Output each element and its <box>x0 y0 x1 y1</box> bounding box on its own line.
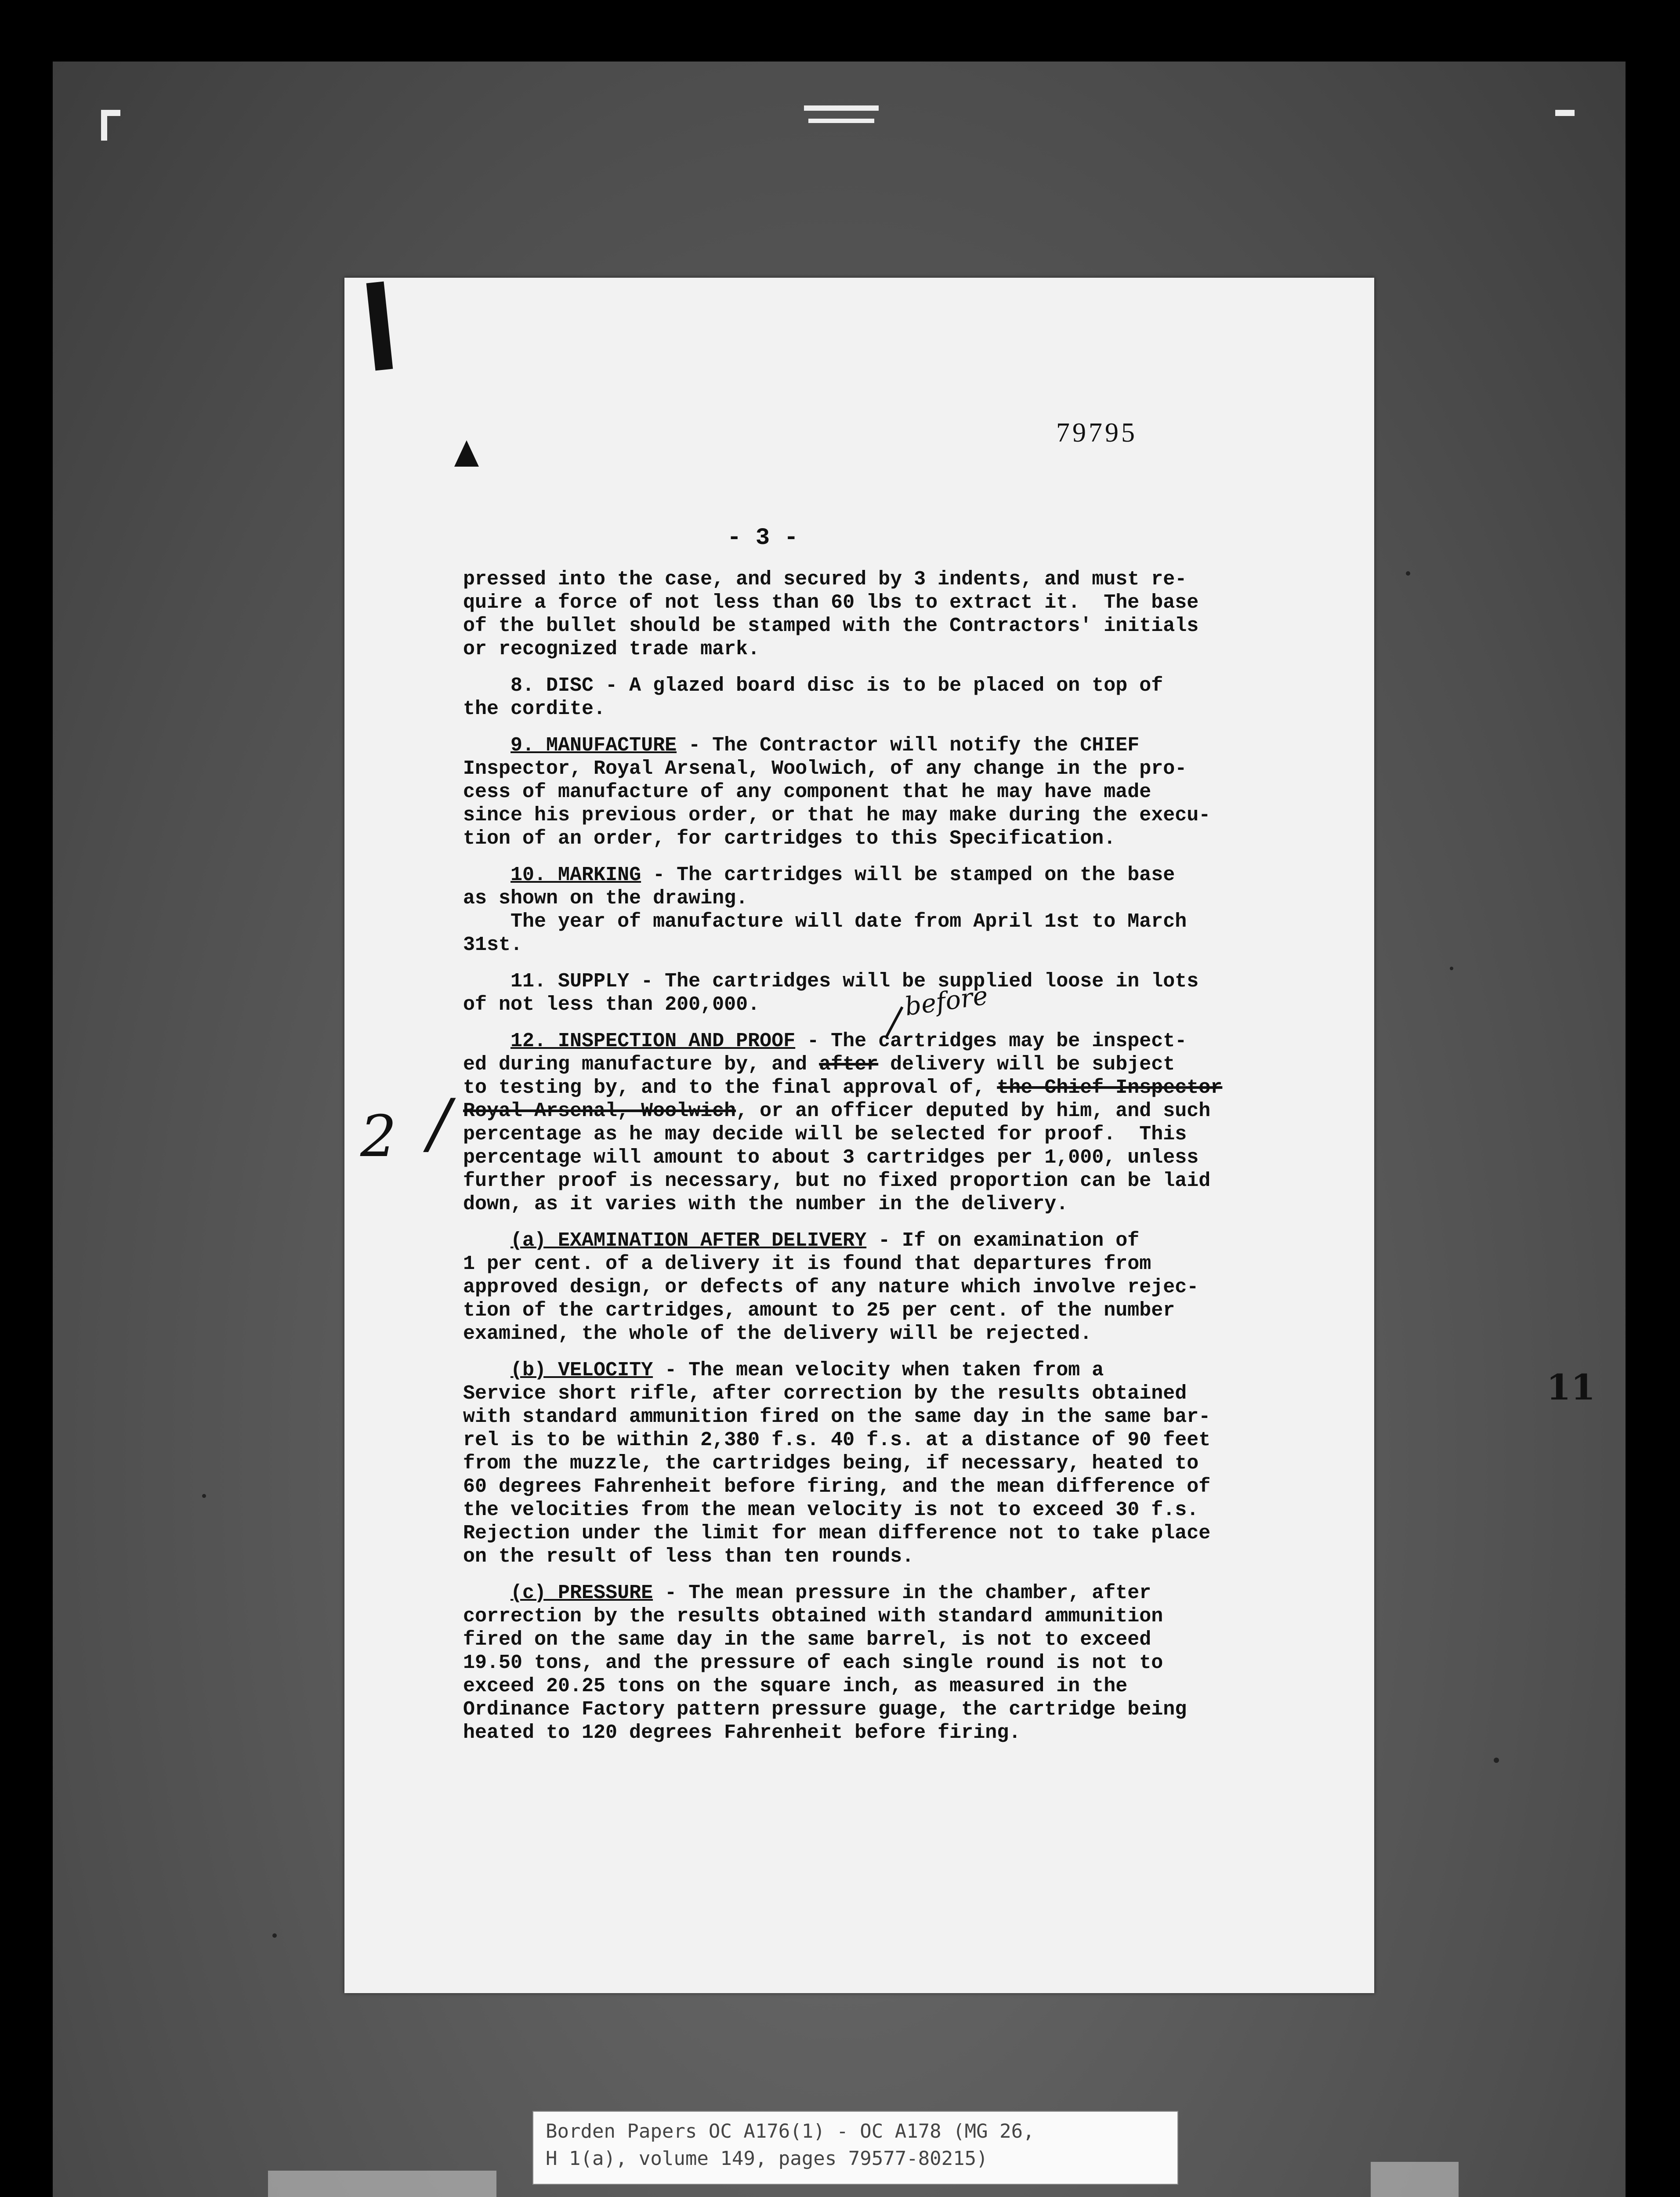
struck-text: the Chief Inspector Royal Arsenal, Woolwich <box>463 1077 1223 1122</box>
paragraph-continuation <box>463 568 1320 661</box>
paragraph-heading: (c) PRESSURE <box>511 1582 653 1604</box>
film-speck <box>1450 967 1453 970</box>
page-number: - 3 - <box>727 525 799 551</box>
paragraph-supply <box>463 970 1320 1016</box>
paragraph-text: - The mean velocity when taken from a Service short rifle, after correction by the results obtained with standard ammunition fired on the same day in the same bar- rel is to be within 2,380 f.s. 40 f.s. at a distance of 90 feet from the muzzle, the cartridges being, if necessary, heated to 60 degrees Fahrenheit before firing, and the mean difference of the velocities from the mean velocity is not to exceed 30 f.s. Rejection under the limit for mean difference not to take place on the result of less than ten rounds. <box>463 1359 1211 1568</box>
struck-text: after <box>819 1053 879 1076</box>
paragraph-text: - The mean pressure in the chamber, after correction by the results obtained with standard ammunition fired on the same day in the same barrel, is not to exceed 19.50 tons, and the pressure of each single round is not to exceed 20.25 tons on the square inch, as measured in the Ordinance Factory pattern pressure guage, the cartridge being heated to 120 degrees Fahrenheit before firing. <box>463 1582 1187 1744</box>
paragraph-heading: 10. MARKING <box>511 864 641 886</box>
reference-number: 79795 <box>1056 418 1137 448</box>
top-center-mark-2 <box>808 119 874 123</box>
paragraph-text: - If on examination of 1 per cent. of a delivery it is found that departures from approved design, or defects of any nature which involve rejec- tion of the cartridges, amount to 25 per cent. of the number examined, the whole of the delivery will be rejected. <box>463 1229 1199 1345</box>
margin-handwritten-number: 2 <box>360 1103 397 1170</box>
citation-line-2: H 1(a), volume 149, pages 79577-80215) <box>546 2147 988 2170</box>
document-body <box>463 568 1320 1758</box>
paragraph-disc <box>463 674 1320 721</box>
paragraph-text: - The cartridges will be stamped on the base as shown on the drawing. The year of manufacture will date from April 1st to March 31st. <box>463 864 1187 956</box>
paragraph-text: delivery will be subject to testing by, and to the final approval of, <box>463 1053 1175 1099</box>
tape-right <box>1371 2162 1459 2197</box>
paragraph-marking <box>463 863 1320 957</box>
typed-document-page <box>344 278 1374 1993</box>
film-speck <box>1494 1758 1499 1763</box>
corner-mark-top-left-h <box>101 110 120 116</box>
citation-line-1: Borden Papers OC A176(1) - OC A178 (MG 26, <box>546 2120 1035 2143</box>
handwritten-insertion: before <box>903 980 990 1022</box>
paragraph-pressure <box>463 1581 1320 1744</box>
right-margin-mark: 11 <box>1546 1367 1596 1408</box>
paragraph-text: - The cartridges will be supplied loose in lots of not less than 200,000. <box>463 970 1199 1016</box>
paragraph-text: pressed into the case, and secured by 3 indents, and must re- quire a force of not less than 60 lbs to extract it. The base of the bullet should be stamped with the Contractors' initials or recognized trade mark. <box>463 568 1199 660</box>
paragraph-heading: 8. DISC <box>511 674 594 697</box>
paragraph-examination <box>463 1229 1320 1345</box>
binding-mark <box>366 281 393 370</box>
paragraph-heading: (a) EXAMINATION AFTER DELIVERY <box>511 1229 867 1252</box>
paragraph-heading: 11. SUPPLY <box>511 970 630 993</box>
paragraph-text: , or an officer deputed by him, and such percentage as he may decide will be selected for proof. This percentage will amount to about 3 cartridges per 1,000, unless further proof is necessary, but no fixed proportion can be laid down, as it varies with the number in the delivery. <box>463 1100 1211 1215</box>
citation-label <box>532 2111 1178 2185</box>
corner-mark-top-right <box>1555 110 1575 116</box>
tape-left <box>268 2171 496 2197</box>
paragraph-text: - The cartridges may be inspect- ed during manufacture by, and <box>463 1030 1187 1076</box>
top-center-mark <box>804 105 879 111</box>
paragraph-manufacture <box>463 734 1320 850</box>
paragraph-heading: 9. MANUFACTURE <box>511 734 677 757</box>
paragraph-inspection <box>463 1030 1320 1216</box>
paragraph-text: - The Contractor will notify the CHIEF Inspector, Royal Arsenal, Woolwich, of any change in the pro- cess of manufacture of any component that he may have made since his previous order, or that he may make during the execu- tion of an order, for cartridges to this Specification. <box>463 734 1211 850</box>
page-corner-mark <box>454 440 479 467</box>
paragraph-heading: 12. INSPECTION AND PROOF <box>511 1030 796 1052</box>
paragraph-heading: (b) VELOCITY <box>511 1359 653 1381</box>
film-speck <box>202 1494 206 1498</box>
paragraph-velocity <box>463 1359 1320 1568</box>
film-speck <box>1406 571 1410 576</box>
film-speck <box>272 1933 277 1938</box>
margin-handwritten-bar: / <box>428 1085 451 1162</box>
paragraph-text: - A glazed board disc is to be placed on top of the cordite. <box>463 674 1163 720</box>
